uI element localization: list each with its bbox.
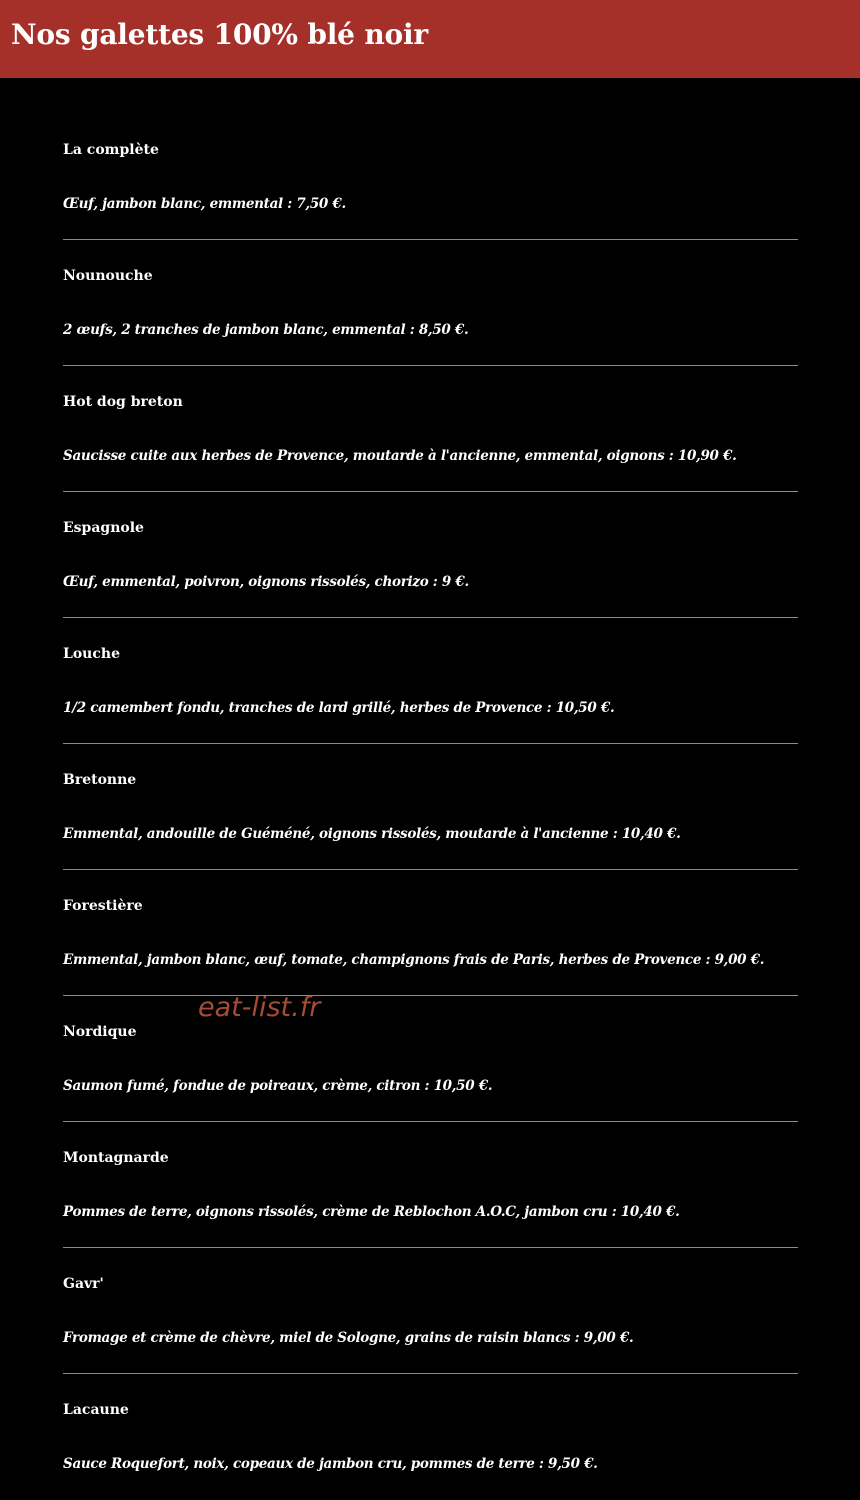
menu-item-description: Œuf, jambon blanc, emmental : 7,50 €. bbox=[63, 196, 346, 212]
menu-item-name: Louche bbox=[63, 646, 120, 662]
menu-item-description: Œuf, emmental, poivron, oignons rissolés, chorizo : 9 €. bbox=[63, 574, 469, 590]
menu-item-name: Espagnole bbox=[63, 520, 144, 536]
menu-item-description: 2 œufs, 2 tranches de jambon blanc, emmental : 8,50 €. bbox=[63, 322, 469, 338]
menu-item bbox=[63, 492, 798, 618]
menu-item-name: Bretonne bbox=[63, 772, 137, 788]
menu-item bbox=[63, 996, 798, 1122]
page-title: Nos galettes 100% blé noir bbox=[11, 18, 428, 51]
menu-item bbox=[63, 366, 798, 492]
menu-item-description: Fromage et crème de chèvre, miel de Sologne, grains de raisin blancs : 9,00 €. bbox=[63, 1330, 634, 1346]
menu-item-name: Lacaune bbox=[63, 1402, 129, 1418]
menu-item-name: Montagnarde bbox=[63, 1150, 169, 1166]
menu-item-name: Hot dog breton bbox=[63, 394, 183, 410]
menu-item bbox=[63, 744, 798, 870]
menu-item-name: Nounouche bbox=[63, 268, 153, 284]
watermark-text: eat-list.fr bbox=[198, 992, 321, 1023]
menu-item-description: Saucisse cuite aux herbes de Provence, moutarde à l'ancienne, emmental, oignons : 10,90 €. bbox=[63, 448, 737, 464]
menu-item-description: Sauce Roquefort, noix, copeaux de jambon cru, pommes de terre : 9,50 €. bbox=[63, 1456, 598, 1472]
menu-item-description: Saumon fumé, fondue de poireaux, crème, citron : 10,50 €. bbox=[63, 1078, 493, 1094]
menu-item-description: 1/2 camembert fondu, tranches de lard grillé, herbes de Provence : 10,50 €. bbox=[63, 700, 615, 716]
galette-menu-list bbox=[63, 114, 798, 1500]
page-header bbox=[0, 0, 860, 78]
menu-item bbox=[63, 1374, 798, 1500]
menu-item-description: Pommes de terre, oignons rissolés, crème de Reblochon A.O.C, jambon cru : 10,40 €. bbox=[63, 1204, 680, 1220]
menu-item-name: La complète bbox=[63, 142, 159, 158]
menu-item-name: Forestière bbox=[63, 898, 143, 914]
menu-item bbox=[63, 1248, 798, 1374]
menu-item-name: Nordique bbox=[63, 1024, 137, 1040]
menu-item-description: Emmental, jambon blanc, œuf, tomate, champignons frais de Paris, herbes de Provence : 9,00 €. bbox=[63, 952, 765, 968]
menu-item-name: Gavr' bbox=[63, 1276, 104, 1292]
menu-item-description: Emmental, andouille de Guéméné, oignons rissolés, moutarde à l'ancienne : 10,40 €. bbox=[63, 826, 681, 842]
menu-item bbox=[63, 618, 798, 744]
menu-item bbox=[63, 870, 798, 996]
menu-item bbox=[63, 1122, 798, 1248]
menu-item bbox=[63, 114, 798, 240]
menu-item bbox=[63, 240, 798, 366]
